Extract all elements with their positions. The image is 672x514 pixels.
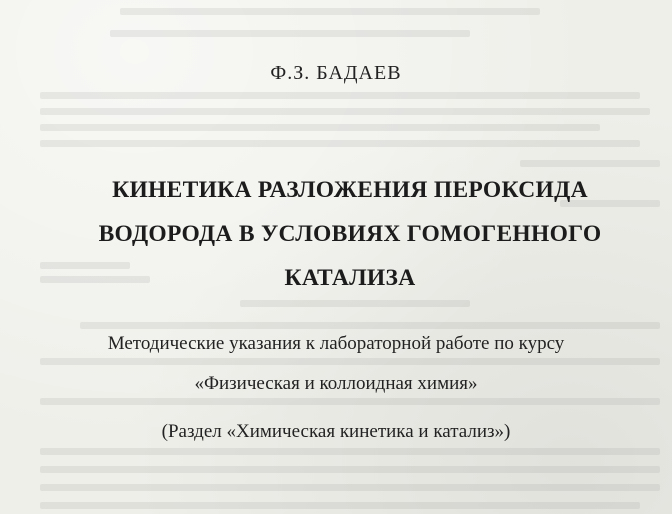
title-line-3: КАТАЛИЗА [284, 265, 416, 291]
subtitle-line-2: «Физическая и коллоидная химия» [194, 373, 478, 394]
subtitle-line-3: (Раздел «Химическая кинетика и катализ») [161, 421, 511, 442]
author-name: Ф.З. БАДАЕВ [270, 62, 402, 84]
subtitle-line-1: Методические указания к лабораторной работе по курсу [107, 333, 565, 354]
title-line-1: КИНЕТИКА РАЗЛОЖЕНИЯ ПЕРОКСИДА [112, 177, 588, 203]
document-title [40, 168, 660, 300]
title-line-2: ВОДОРОДА В УСЛОВИЯХ ГОМОГЕННОГО [98, 221, 602, 247]
